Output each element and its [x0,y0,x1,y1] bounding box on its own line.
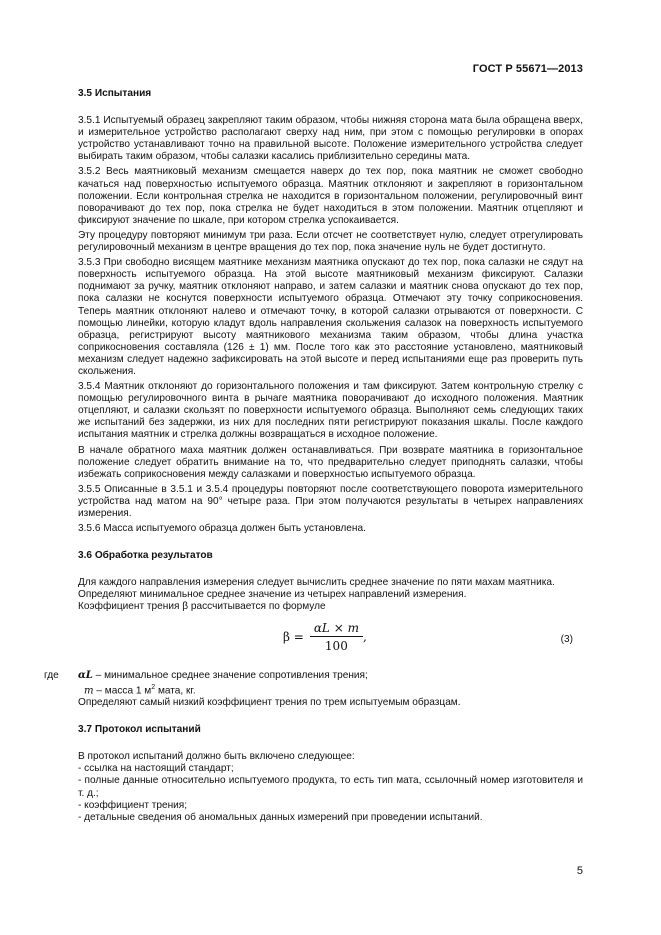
list-item: - ссылка на настоящий стандарт; [78,763,234,775]
paragraph-3-5-4: 3.5.4 Маятник отклоняют до горизонтального положения и там фиксируют. Затем контрольную стрелку с помощью регулировочного винта в рычаге маятника поворачивают до исходного положения. Маятник отцепляют, и салазки скользят по поверхности испытуемого образца. Выполняют семь следующих таких же испытаний без задержки, из них для последних пяти регистрируют показания шкалы. После каждого испытания маятник и стрелка должны возвращаться в исходное положение. [78,381,583,441]
paragraph-3-5-6: 3.5.6 Масса испытуемого образца должен быть установлена. [78,523,366,535]
formula-3 [78,622,583,664]
symbol-m: m [84,685,94,697]
paragraph-3-6-min: Определяют минимальное среднее значение из четырех направлений измерения. [78,589,467,601]
list-item: - полные данные относительно испытуемого продукта, то есть тип мата, ссылочный номер изготовителя и т. д.; [78,775,583,799]
formula-denominator: 100 [324,638,348,653]
where-line-1 [44,669,583,682]
where-2-text-b: мата, кг. [155,685,196,697]
where-1-text: – минимальное среднее значение сопротивления трения; [92,669,368,681]
formula-lhs: β = [283,629,304,644]
section-heading-3-6: 3.6 Обработка результатов [78,550,213,562]
paragraph-3-6-formula-intro: Коэффициент трения β рассчитывается по формуле [78,601,326,613]
where-line-2 [78,682,583,697]
formula-comma: , [362,629,367,644]
paragraph-3-5-2: 3.5.2 Весь маятниковый механизм смещается наверх до тех пор, пока маятник не сможет свободно качаться над поверхностью испытуемого образца. Маятник отклоняют и закрепляют в горизонтальном положении. Если контрольная стрелка не находится в горизонтальном положении, регулировочный винт поворачивают до тех пор, пока стрелка не будет находиться в этом положении. Маятник отцепляют и фиксируют значение по шкале, при котором стрелка успокаивается. [78,166,583,226]
symbol-alpha-l: αL [78,669,93,681]
document-body [44,88,583,824]
equation-number: (3) [560,633,573,645]
list-item: - детальные сведения об аномальных данных измерений при проведении испытаний. [78,811,483,823]
where-2-sup: 2 [151,683,156,691]
paragraph-3-5-4-return: В начале обратного маха маятник должен останавливаться. При возврате маятника в горизонтальное положение следует обратить внимание на то, что предварительно следует приподнять салазки, чтобы избежать соприкосновения между салазками и поверхностью испытуемого образца. [78,444,583,480]
standard-header: ГОСТ Р 55671—2013 [472,63,583,75]
paragraph-3-6-mean: Для каждого направления измерения следует вычислить среднее значение по пяти махам маятника. [78,577,555,589]
where-2-text-a: – масса 1 м [93,685,152,697]
paragraph-3-5-3: 3.5.3 При свободно висящем маятнике механизм маятника опускают до тех пор, пока салазки не сядут на поверхность испытуемого образца. На этой высоте маятниковый механизм фиксируют. Салазки поднимают за ручку, маятник отклоняют направо, и затем салазки и маятник снова опускают до тех пор, пока салазки не коснутся поверхности испытуемого образца. Отмечают эту точку соприкосновения. Теперь маятник отклоняют налево и отмечают точку, в которой салазки отрываются от поверхности. С помощью линейки, которую кладут вдоль направления скольжения салазок на поверхность испытуемого образца, регистрируют высоту маятникового механизма таким образом, чтобы длина участка соприкосновения составляла (126 ± 1) мм. После того как это расстояние установлено, маятниковый механизм следует надежно зафиксировать на этой высоте и перед испытаниями еще раз проверить путь скольжения. [78,257,583,377]
friction-formula [283,622,367,652]
where-label: где [44,669,59,681]
paragraph-3-5-5: 3.5.5 Описанные в 3.5.1 и 3.5.4 процедуры повторяют после соответствующего поворота измерительного устройства над матом на 90° четыре раза. При этом получаются результаты в четырех направлениях измерения. [78,483,583,519]
section-heading-3-7: 3.7 Протокол испытаний [78,724,201,736]
list-item: - коэффициент трения; [78,799,188,811]
paragraph-3-6-lowest: Определяют самый низкий коэффициент трения по трем испытуемым образцам. [78,697,461,709]
section-heading-3-5: 3.5 Испытания [78,88,152,99]
page-number: 5 [576,865,583,877]
formula-fraction [310,622,363,652]
formula-numerator: αL × m [310,622,363,637]
paragraph-3-5-2-repeat: Эту процедуру повторяют минимум три раза. Если отсчет не соответствует нулю, следует отрегулировать регулировочный механизм в центре вращения до тех пор, пока значение нуль не будет достигнуто. [78,229,583,254]
paragraph-3-7-intro: В протокол испытаний должно быть включено следующее: [78,751,355,763]
paragraph-3-5-1: 3.5.1 Испытуемый образец закрепляют таким образом, чтобы нижняя сторона мата была обращена вверх, и измерительное устройство располагают сверху над ним, при этом с помощью регулировки в опорах устройство устанавливают точно на правильной высоте. Положение измерительного устройства следует выбирать таким образом, чтобы салазки касались приблизительно середины мата. [78,115,583,163]
